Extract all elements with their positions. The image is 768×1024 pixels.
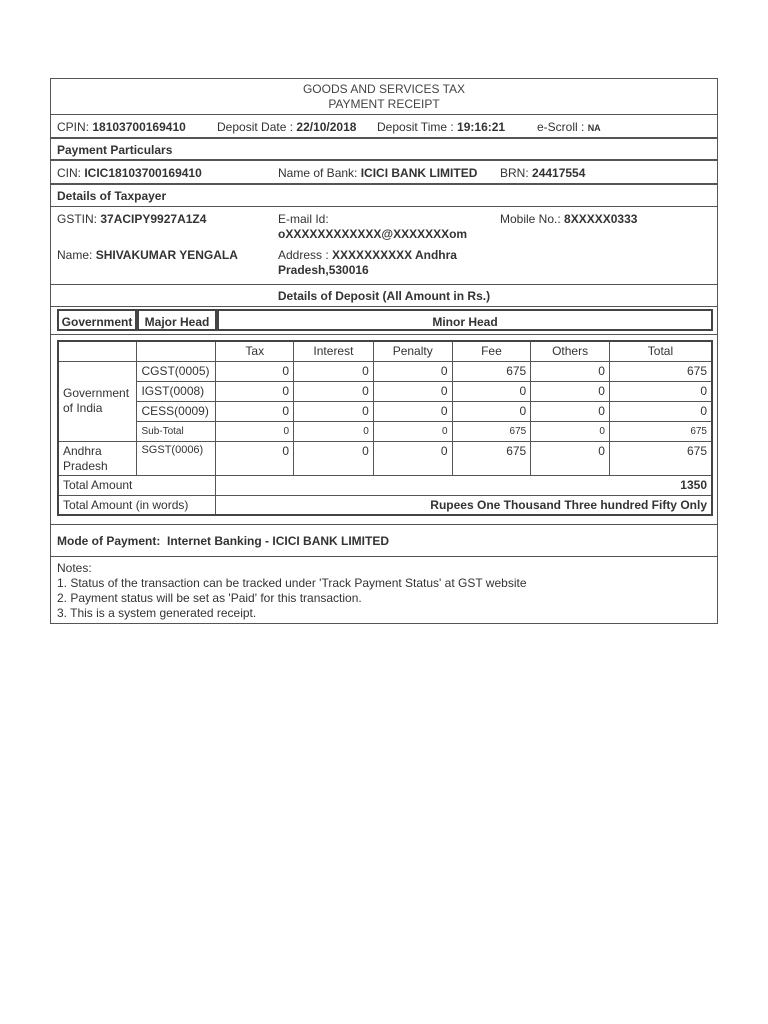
interest-column-header: Interest: [294, 341, 374, 361]
major-head-cell: CESS(0009): [137, 401, 216, 421]
subtotal-label: Sub-Total: [137, 421, 216, 441]
subtotal-row: [58, 421, 712, 441]
others-cell: 0: [531, 381, 610, 401]
name-value: SHIVAKUMAR YENGALA: [95, 248, 238, 262]
mode-of-payment: [51, 525, 717, 557]
note-item: 3. This is a system generated receipt.: [57, 606, 257, 620]
minor-head-columns-row: [58, 341, 712, 361]
penalty-cell: 0: [373, 361, 452, 381]
escroll-label: e-Scroll :: [537, 120, 585, 134]
deposit-header-row: [51, 307, 717, 335]
tax-cell: 0: [216, 361, 294, 381]
total-cell: 675: [609, 421, 712, 441]
email-label: E-mail Id:: [278, 212, 329, 226]
others-column-header: Others: [531, 341, 610, 361]
tax-cell: 0: [216, 401, 294, 421]
note-item: 2. Payment status will be set as 'Paid' for this transaction.: [57, 591, 362, 605]
major-head-cell: SGST(0006): [137, 441, 216, 475]
fee-column-header: Fee: [452, 341, 531, 361]
title-line-2: PAYMENT RECEIPT: [328, 97, 440, 111]
brn-value: 24417554: [532, 166, 586, 180]
fee-cell: 675: [452, 441, 531, 475]
total-words-label: Total Amount (in words): [58, 495, 216, 515]
brn-field: [500, 161, 585, 185]
total-cell: 0: [609, 401, 712, 421]
table-row: [58, 381, 712, 401]
fee-cell: 0: [452, 381, 531, 401]
total-column-header: Total: [609, 341, 712, 361]
cpin-field: [57, 115, 186, 139]
tax-cell: 0: [216, 421, 294, 441]
payment-particulars-heading: Payment Particulars: [51, 139, 717, 161]
major-head-cell: IGST(0008): [137, 381, 216, 401]
fee-cell: 0: [452, 401, 531, 421]
name-label: Name:: [57, 248, 93, 262]
total-amount-value: 1350: [216, 475, 712, 495]
deposit-time-value: 19:16:21: [457, 120, 506, 134]
cin-label: CIN:: [57, 166, 81, 180]
address-label: Address :: [278, 248, 329, 262]
government-cell: Andhra Pradesh: [58, 441, 137, 475]
interest-cell: 0: [294, 441, 374, 475]
others-cell: 0: [531, 401, 610, 421]
total-cell: 675: [609, 361, 712, 381]
gstin-label: GSTIN:: [57, 212, 98, 226]
government-column-header: Government: [57, 309, 137, 331]
interest-cell: 0: [294, 361, 374, 381]
deposit-date-value: 22/10/2018: [296, 120, 357, 134]
name-field: [57, 248, 238, 263]
payment-particulars-row: [51, 161, 717, 185]
government-cell: Government of India: [58, 361, 137, 441]
deposit-table-section: [51, 335, 717, 525]
tax-cell: 0: [216, 381, 294, 401]
deposit-date-label: Deposit Date :: [217, 120, 294, 134]
empty-cell: [58, 341, 137, 361]
minor-head-column-header: Minor Head: [217, 309, 713, 331]
interest-cell: 0: [294, 381, 374, 401]
cpin-value: 18103700169410: [92, 120, 186, 134]
interest-cell: 0: [294, 401, 374, 421]
fee-cell: 675: [452, 361, 531, 381]
address-line-2: Pradesh,530016: [278, 263, 369, 277]
receipt-title: [51, 79, 717, 115]
tax-cell: 0: [216, 441, 294, 475]
penalty-cell: 0: [373, 421, 452, 441]
others-cell: 0: [531, 361, 610, 381]
total-amount-row: [58, 475, 712, 495]
table-row: [58, 401, 712, 421]
escroll-value: NA: [587, 123, 601, 133]
interest-cell: 0: [294, 421, 374, 441]
table-row: [58, 441, 712, 475]
penalty-cell: 0: [373, 381, 452, 401]
note-item: 1. Status of the transaction can be tracked under 'Track Payment Status' at GST website: [57, 576, 527, 590]
major-head-column-header: Major Head: [137, 309, 217, 331]
total-words-value: Rupees One Thousand Three hundred Fifty Only: [216, 495, 712, 515]
taxpayer-details: [51, 207, 717, 285]
deposit-time-label: Deposit Time :: [377, 120, 454, 134]
title-line-1: GOODS AND SERVICES TAX: [302, 82, 466, 96]
fee-cell: 675: [452, 421, 531, 441]
address-field: [278, 248, 457, 263]
mobile-label: Mobile No.:: [500, 212, 561, 226]
brn-label: BRN:: [500, 166, 529, 180]
bank-value: ICICI BANK LIMITED: [360, 166, 478, 180]
others-cell: 0: [531, 421, 610, 441]
penalty-cell: 0: [373, 401, 452, 421]
total-words-row: [58, 495, 712, 515]
penalty-column-header: Penalty: [373, 341, 452, 361]
table-row: [58, 361, 712, 381]
bank-field: [278, 161, 477, 185]
gstin-value: 37ACIPY9927A1Z4: [100, 212, 207, 226]
mode-value: Internet Banking - ICICI BANK LIMITED: [167, 534, 390, 548]
address-line-1: XXXXXXXXXX Andhra: [332, 248, 457, 262]
deposit-time-field: [377, 115, 505, 139]
total-cell: 0: [609, 381, 712, 401]
mode-label: Mode of Payment:: [57, 534, 161, 548]
notes-heading: Notes:: [57, 561, 92, 575]
payment-receipt: [50, 78, 718, 624]
total-cell: 675: [609, 441, 712, 475]
cin-value: ICIC18103700169410: [84, 166, 202, 180]
mobile-value: 8XXXXX0333: [564, 212, 638, 226]
gstin-field: [57, 212, 206, 227]
empty-cell: [137, 341, 216, 361]
mobile-field: [500, 212, 637, 227]
others-cell: 0: [531, 441, 610, 475]
escroll-field: [537, 115, 601, 140]
penalty-cell: 0: [373, 441, 452, 475]
deposit-date-field: [217, 115, 356, 139]
major-head-cell: CGST(0005): [137, 361, 216, 381]
taxpayer-heading: Details of Taxpayer: [51, 185, 717, 207]
bank-label: Name of Bank:: [278, 166, 358, 180]
deposit-table: [57, 340, 713, 516]
cpin-row: [51, 115, 717, 139]
email-value: oXXXXXXXXXXXX@XXXXXXXom: [278, 227, 468, 241]
cpin-label: CPIN:: [57, 120, 90, 134]
deposit-heading: Details of Deposit (All Amount in Rs.): [51, 285, 717, 307]
tax-column-header: Tax: [216, 341, 294, 361]
total-amount-label: Total Amount: [58, 475, 216, 495]
cin-field: [57, 161, 202, 185]
notes-section: [51, 557, 717, 623]
